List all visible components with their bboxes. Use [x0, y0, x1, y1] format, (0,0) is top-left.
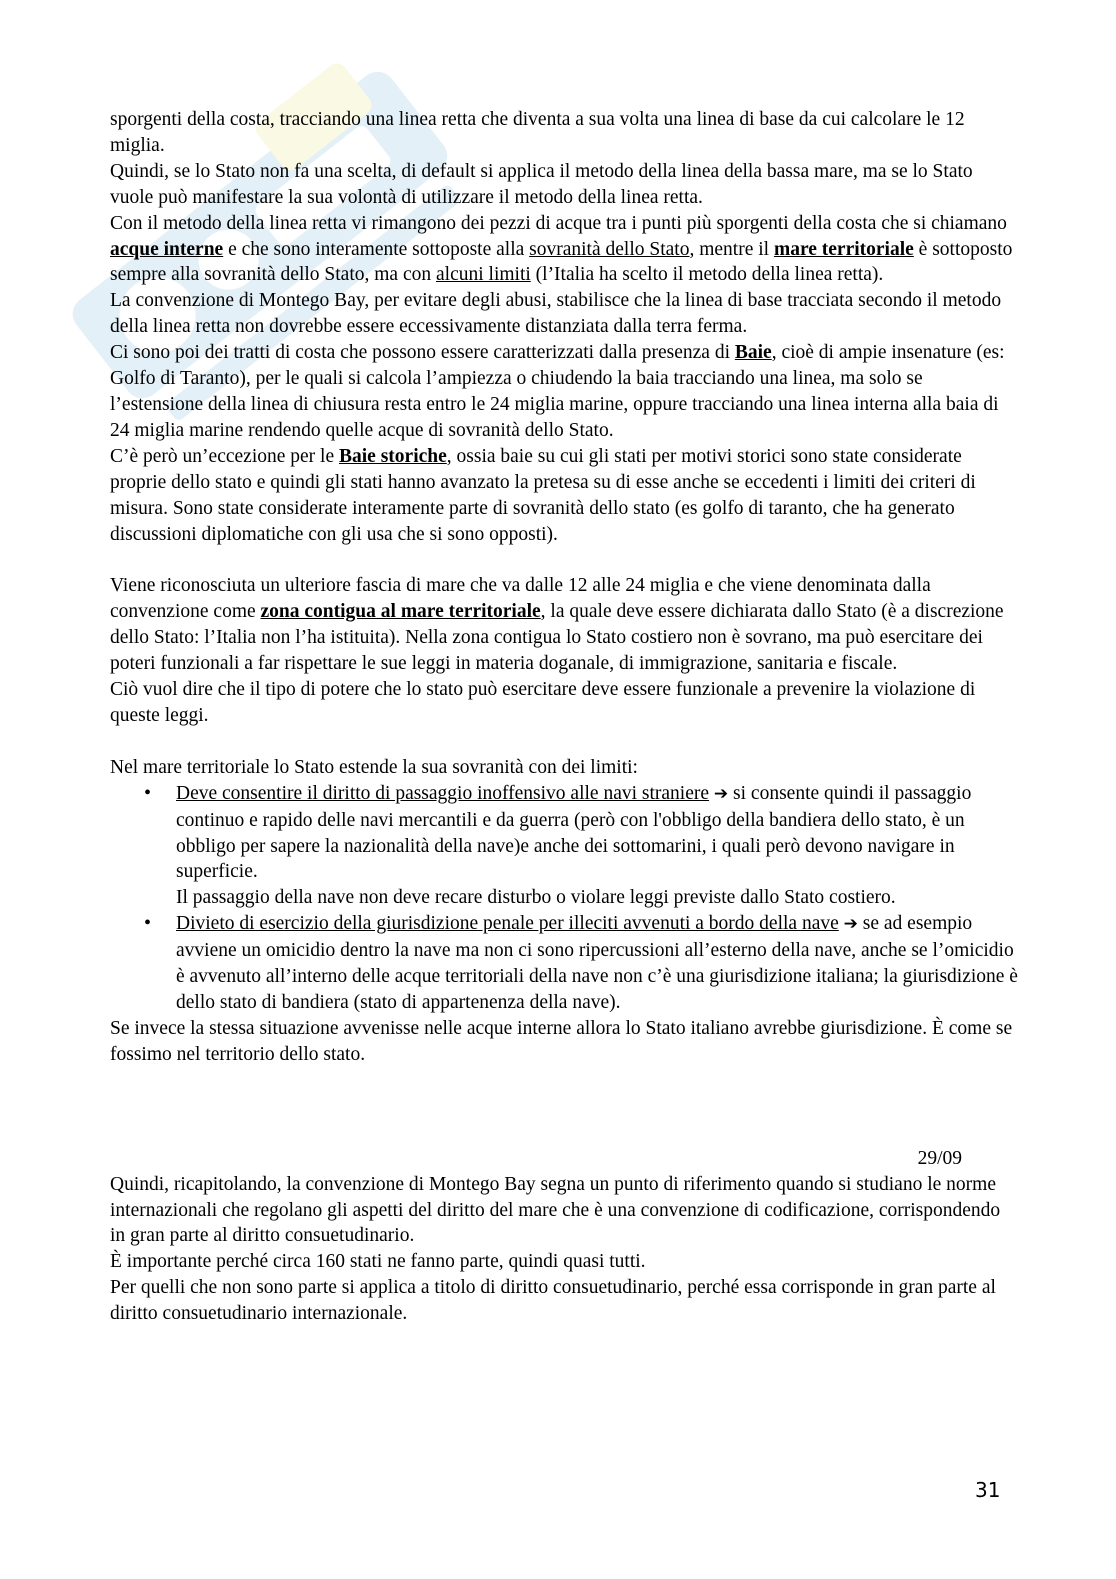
list-item-text: Il passaggio della nave non deve recare disturbo o violare leggi previste dallo Stato costiero. — [176, 887, 896, 909]
text-run: è sottoposto sempre alla sovranità dello Stato, ma con — [110, 238, 1013, 286]
spacer — [110, 1068, 1020, 1146]
spacer — [110, 729, 1020, 755]
text-run: , ossia baie su cui gli stati per motivi storici sono state considerate proprie dello stato e quindi gli stati hanno avanzato la pretesa su di esse anche se eccedenti i limiti dei criteri di misura. Sono state considerate interamente parte di sovranità dello stato (es golfo di taranto, che ha generato discussioni diplomatiche con gli usa che si sono opposti). — [110, 445, 976, 545]
paragraph: Se invece la stessa situazione avvenisse nelle acque interne allora lo Stato italiano avrebbe giurisdizione. È come se fossimo nel territorio dello stato. — [110, 1017, 1013, 1065]
lecture-date: 29/09 — [917, 1147, 962, 1169]
paragraph — [110, 444, 1020, 548]
list-item-text: se ad esempio avviene un omicidio dentro la nave ma non ci sono ripercussioni all’esterno della nave, anche se l’omicidio è avvenuto all’interno delle acque territoriali della nave non c’è una giurisdizione italiana; la giurisdizione è dello stato di bandiera (stato di appartenenza della nave). — [176, 913, 1018, 1013]
page-number: 31 — [975, 1478, 1001, 1502]
text-run: Ci sono poi dei tratti di costa che possono essere caratterizzati dalla presenza di — [110, 342, 735, 364]
text-run: e che sono interamente sottoposte alla — [223, 238, 530, 260]
list-item — [176, 911, 1020, 1016]
list-item — [176, 781, 1020, 912]
list-item-heading: Divieto di esercizio della giurisdizione penale per illeciti avvenuti a bordo della nave — [176, 913, 839, 935]
text-run: Con il metodo della linea retta vi rimangono dei pezzi di acque tra i punti più sporgenti della costa che si chiamano — [110, 212, 1007, 234]
paragraph: Quindi, ricapitolando, la convenzione di Montego Bay segna un punto di riferimento quando si studiano le norme internazionali che regolano gli aspetti del diritto del mare che è una convenzione di codificazione, corrispondendo in gran parte al diritto consuetudinario. — [110, 1173, 1001, 1247]
text-run: C’è però un’eccezione per le — [110, 445, 339, 467]
list-item-text: si consente quindi il passaggio continuo e rapido delle navi mercantili e da guerra (però con l'obbligo della bandiera dello stato, è un obbligo per sapere la nazionalità della nave)e anche dei sottomarini, i quali però devono navigare in superficie. — [176, 782, 972, 883]
term-mare-territoriale: mare territoriale — [773, 238, 914, 260]
paragraph — [110, 573, 1020, 677]
list-item-heading: Deve consentire il diritto di passaggio inoffensivo alle navi straniere — [176, 782, 710, 804]
paragraph: Ciò vuol dire che il tipo di potere che lo stato può esercitare deve essere funzionale a prevenire la violazione di queste leggi. — [110, 679, 976, 726]
text-run: , mentre il — [689, 238, 774, 260]
paragraph — [110, 211, 1020, 289]
term-alcuni-limiti: alcuni limiti — [436, 264, 531, 286]
term-sovranita-stato: sovranità dello Stato — [529, 238, 690, 260]
limits-list — [110, 781, 1020, 1016]
term-acque-interne: acque interne — [110, 238, 224, 260]
paragraph: La convenzione di Montego Bay, per evitare degli abusi, stabilisce che la linea di base tracciata secondo il metodo della linea retta non dovrebbe essere eccessivamente distanziata dalla terra ferma. — [110, 290, 1002, 338]
text-run: , la quale deve essere dichiarata dallo Stato (è a discrezione dello Stato: l’Italia non l’ha istituita). Nella zona contigua lo Stato costiero non è sovrano, ma può esercitare dei poteri funzionali a far rispettare le sue leggi in materia doganale, di immigrazione, sanitaria e fiscale. — [110, 601, 1004, 675]
arrow-right-icon: ➔ — [843, 914, 858, 935]
document-body — [110, 107, 1020, 1327]
paragraph: Per quelli che non sono parte si applica a titolo di diritto consuetudinario, perché essa corrisponde in gran parte al diritto consuetudinario internazionale. — [110, 1277, 996, 1325]
paragraph: sporgenti della costa, tracciando una linea retta che diventa a sua volta una linea di base da cui calcolare le 12 miglia. — [110, 109, 965, 156]
arrow-right-icon: ➔ — [713, 783, 729, 804]
paragraph: È importante perché circa 160 stati ne fanno parte, quindi quasi tutti. — [110, 1251, 646, 1273]
spacer — [110, 547, 1020, 573]
paragraph: Nel mare territoriale lo Stato estende la sua sovranità con dei limiti: — [110, 756, 638, 778]
text-run: Viene riconosciuta un ulteriore fascia di mare che va dalle 12 alle 24 miglia e che viene denominata dalla convenzione come — [110, 575, 931, 623]
paragraph: Quindi, se lo Stato non fa una scelta, di default si applica il metodo della linea della bassa mare, ma se lo Stato vuole può manifestare la sua volontà di utilizzare il metodo della linea retta. — [110, 160, 973, 208]
term-baie-storiche: Baie storiche — [339, 445, 447, 467]
term-baie: Baie — [734, 342, 772, 364]
term-zona-contigua: zona contigua al mare territoriale — [260, 601, 541, 623]
text-run: , cioè di ampie insenature (es: Golfo di Taranto), per le quali si calcola l’ampiezza o chiudendo la baia tracciando una linea, ma solo se l’estensione della linea di chiusura resta entro le 24 miglia marine, oppure tracciando una linea interna alla baia di 24 miglia marine rendendo quelle acque di sovranità dello Stato. — [110, 342, 1005, 441]
text-run: (l’Italia ha scelto il metodo della linea retta). — [530, 264, 884, 286]
paragraph — [110, 340, 1020, 444]
